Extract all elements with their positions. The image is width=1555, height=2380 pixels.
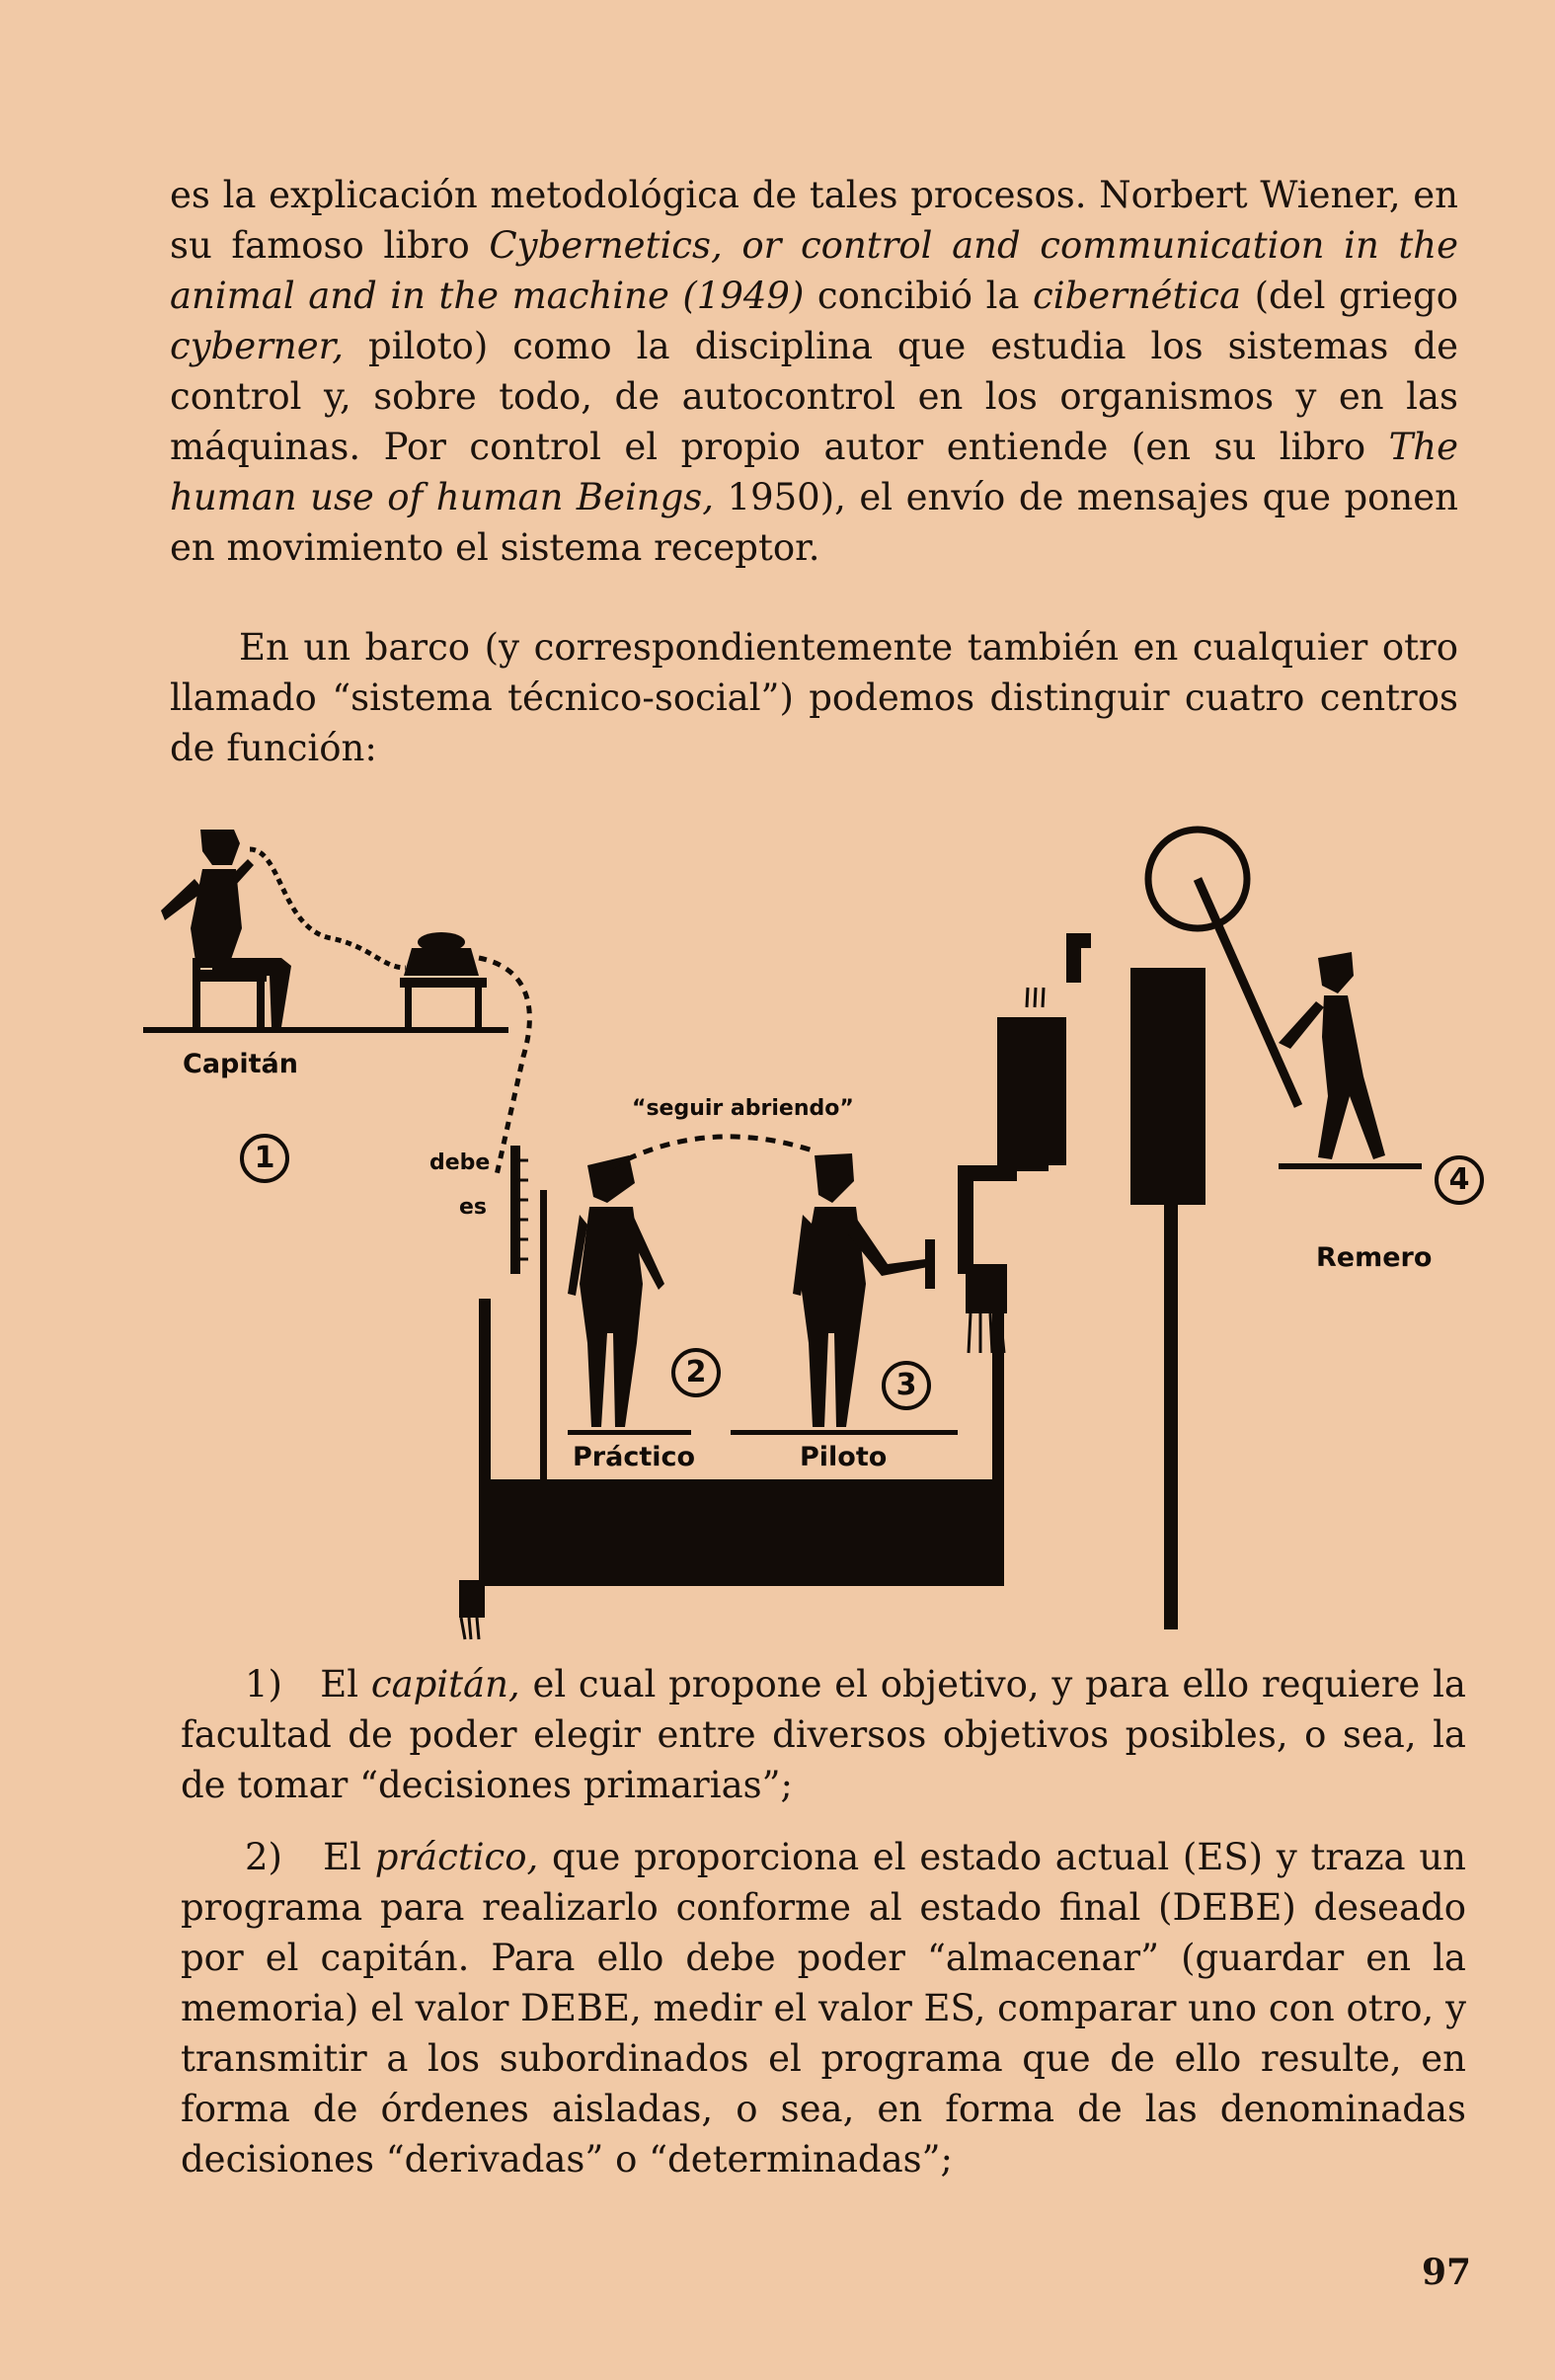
- italic-book-title: Cybernetics, or control and communication in the animal and in the machine (1949): [170, 224, 1458, 317]
- number-3-badge: 3: [882, 1361, 931, 1410]
- text-run: el cual propone el objetivo, y para ello requiere la facultad de poder elegir entre diversos objetivos posibles, o sea, la de tomar “decisiones primarias”;: [181, 1663, 1466, 1806]
- ship-function-diagram: [133, 820, 1496, 1649]
- captain-figure: [143, 830, 529, 1175]
- remero-figure: [1279, 952, 1422, 1169]
- number-4-badge: 4: [1435, 1155, 1484, 1205]
- text-run: (del griego: [1241, 275, 1459, 317]
- italic-term: cibernética: [1033, 275, 1242, 317]
- number-2-badge: 2: [671, 1348, 721, 1397]
- label-practico: Práctico: [573, 1442, 696, 1472]
- italic-book-title: The human use of human Beings,: [170, 426, 1458, 518]
- paragraph-cybernetics: [170, 170, 1458, 573]
- paragraph-ship-intro: En un barco (y correspondientemente también en cualquier otro llamado “sistema técnico-social”) podemos distinguir cuatro centros de función:: [170, 626, 1458, 769]
- list-item-capitan: [181, 1659, 1466, 1810]
- list-number: 1): [245, 1663, 282, 1706]
- label-debe: debe: [429, 1150, 491, 1175]
- label-seguir-abriendo: “seguir abriendo”: [632, 1096, 854, 1121]
- number-1-badge: 1: [240, 1134, 289, 1183]
- text-run: El: [323, 1836, 375, 1878]
- text-run: es la explicación metodológica de tales procesos. Norbert Wiener, en su famoso libro: [170, 174, 1458, 267]
- label-piloto: Piloto: [800, 1442, 888, 1472]
- diagram-illustration: [133, 820, 1496, 1649]
- list-item-practico: [181, 1832, 1466, 2184]
- text-run: El: [320, 1663, 371, 1706]
- label-es: es: [459, 1195, 488, 1220]
- text-run: 1950), el envío de mensajes que ponen en movimiento el sistema receptor.: [170, 476, 1458, 569]
- page-number: 97: [1422, 2252, 1472, 2293]
- label-remero: Remero: [1316, 1242, 1433, 1273]
- italic-term: capitán,: [370, 1663, 520, 1706]
- text-run: concibió la: [804, 275, 1034, 317]
- command-arc: [611, 1137, 813, 1167]
- italic-term: cyberner,: [170, 325, 345, 367]
- text-run: que proporciona el estado actual (ES) y traza un programa para realizarlo conforme al estado final (DEBE) deseado por el capitán. Para ello debe poder “almacenar” (guardar en la memoria) el valor DEBE, medir el valor ES, comparar uno con otro, y transmitir a los subordinados el programa que de ello resulte, en forma de órdenes aisladas, o sea, en forma de las denominadas decisiones “derivadas” o “determinadas”;: [181, 1836, 1466, 2181]
- label-capitan: Capitán: [183, 1049, 298, 1079]
- italic-term: práctico,: [374, 1836, 539, 1878]
- list-number: 2): [245, 1836, 282, 1878]
- setpoint-gauge: [510, 1146, 556, 1511]
- practico-figure: [568, 1155, 664, 1427]
- text-run: piloto) como la disciplina que estudia los sistemas de control y, sobre todo, de autocontrol en los organismos y en las máquinas. Por control el propio autor entiende (en su libro: [170, 325, 1458, 468]
- pump-tower: [958, 830, 1298, 1629]
